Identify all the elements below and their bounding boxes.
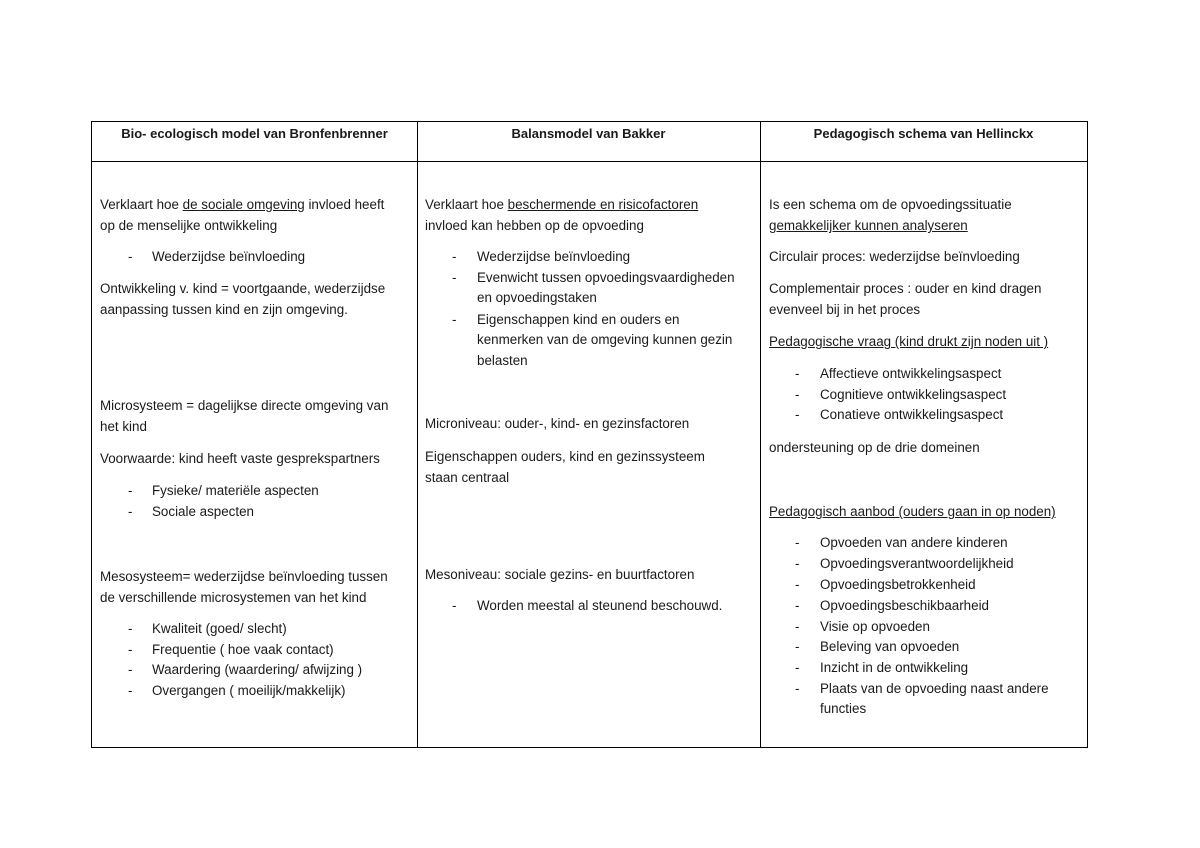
column-bronfenbrenner	[92, 122, 417, 747]
list-item-continuation: en opvoedingstaken	[477, 290, 597, 305]
header-bakker: Balansmodel van Bakker	[511, 126, 666, 141]
list-item: - Plaats van de opvoeding naast andere	[795, 681, 1049, 696]
col3-pedagogic-offer: Pedagogisch aanbod (ouders gaan in op noden)	[769, 504, 1056, 519]
column-bakker	[417, 122, 761, 747]
list-item: - Worden meestal al steunend beschouwd.	[452, 598, 723, 613]
col2-microlevel: Microniveau: ouder-, kind- en gezinsfactoren	[425, 416, 690, 431]
col2-intro-line1: Verklaart hoe beschermende en risicofactoren	[425, 197, 699, 212]
column-hellinckx	[760, 122, 1087, 747]
col3-complementary-line2: evenveel bij in het proces	[769, 302, 921, 317]
list-item: - Fysieke/ materiële aspecten	[128, 483, 319, 498]
list-item: - Frequentie ( hoe vaak contact)	[128, 642, 334, 657]
list-item: - Cognitieve ontwikkelingsaspect	[795, 387, 1007, 402]
col2-intro-line2: invloed kan hebben op de opvoeding	[425, 218, 644, 233]
col1-intro-line1: Verklaart hoe de sociale omgeving invloed heeft	[100, 197, 385, 212]
col3-intro-line1: Is een schema om de opvoedingssituatie	[769, 197, 1012, 212]
list-item: - Kwaliteit (goed/ slecht)	[128, 621, 287, 636]
col1-mesosystem-line2: de verschillende microsystemen van het kind	[100, 590, 367, 605]
comparison-table	[91, 121, 1088, 748]
list-item: - Eigenschappen kind en ouders en	[452, 312, 680, 327]
list-item-continuation: belasten	[477, 353, 528, 368]
list-item: - Affectieve ontwikkelingsaspect	[795, 366, 1002, 381]
col1-mesosystem-line1: Mesosysteem= wederzijdse beïnvloeding tussen	[100, 569, 388, 584]
list-item: - Visie op opvoeden	[795, 619, 930, 634]
col3-intro-line2: gemakkelijker kunnen analyseren	[769, 218, 968, 233]
list-item: - Conatieve ontwikkelingsaspect	[795, 407, 1004, 422]
list-item: - Wederzijdse beïnvloeding	[128, 249, 306, 264]
col1-microsystem-line1: Microsysteem = dagelijkse directe omgeving van	[100, 398, 389, 413]
col3-circular-process: Circulair proces: wederzijdse beïnvloeding	[769, 249, 1020, 264]
col1-development-line2: aanpassing tussen kind en zijn omgeving.	[100, 302, 348, 317]
col2-properties-line1: Eigenschappen ouders, kind en gezinssysteem	[425, 449, 705, 464]
col3-support: ondersteuning op de drie domeinen	[769, 440, 980, 455]
col1-development-line1: Ontwikkeling v. kind = voortgaande, wederzijdse	[100, 281, 386, 296]
list-item: - Opvoedingsverantwoordelijkheid	[795, 556, 1014, 571]
list-item: - Overgangen ( moeilijk/makkelijk)	[128, 683, 346, 698]
header-hellinckx: Pedagogisch schema van Hellinckx	[813, 126, 1034, 141]
list-item: - Waardering (waardering/ afwijzing )	[128, 662, 363, 677]
list-item-continuation: kenmerken van de omgeving kunnen gezin	[477, 332, 733, 347]
list-item: - Beleving van opvoeden	[795, 639, 960, 654]
col1-intro-line2: op de menselijke ontwikkeling	[100, 218, 278, 233]
list-item: - Inzicht in de ontwikkeling	[795, 660, 969, 675]
list-item: - Wederzijdse beïnvloeding	[452, 249, 631, 264]
col3-complementary-line1: Complementair proces : ouder en kind dragen	[769, 281, 1042, 296]
list-item: - Sociale aspecten	[128, 504, 254, 519]
header-bronfenbrenner: Bio- ecologisch model van Bronfenbrenner	[121, 126, 388, 141]
col2-mesolevel: Mesoniveau: sociale gezins- en buurtfactoren	[425, 567, 695, 582]
col3-pedagogic-question: Pedagogische vraag (kind drukt zijn noden uit )	[769, 334, 1049, 349]
col1-microsystem-line2: het kind	[100, 419, 147, 434]
list-item: - Opvoedingsbetrokkenheid	[795, 577, 976, 592]
col1-condition: Voorwaarde: kind heeft vaste gesprekspartners	[100, 451, 380, 466]
list-item: - Opvoedingsbeschikbaarheid	[795, 598, 989, 613]
list-item-continuation: functies	[820, 701, 867, 716]
list-item: - Evenwicht tussen opvoedingsvaardigheden	[452, 270, 735, 285]
col2-properties-line2: staan centraal	[425, 470, 510, 485]
list-item: - Opvoeden van andere kinderen	[795, 535, 1008, 550]
